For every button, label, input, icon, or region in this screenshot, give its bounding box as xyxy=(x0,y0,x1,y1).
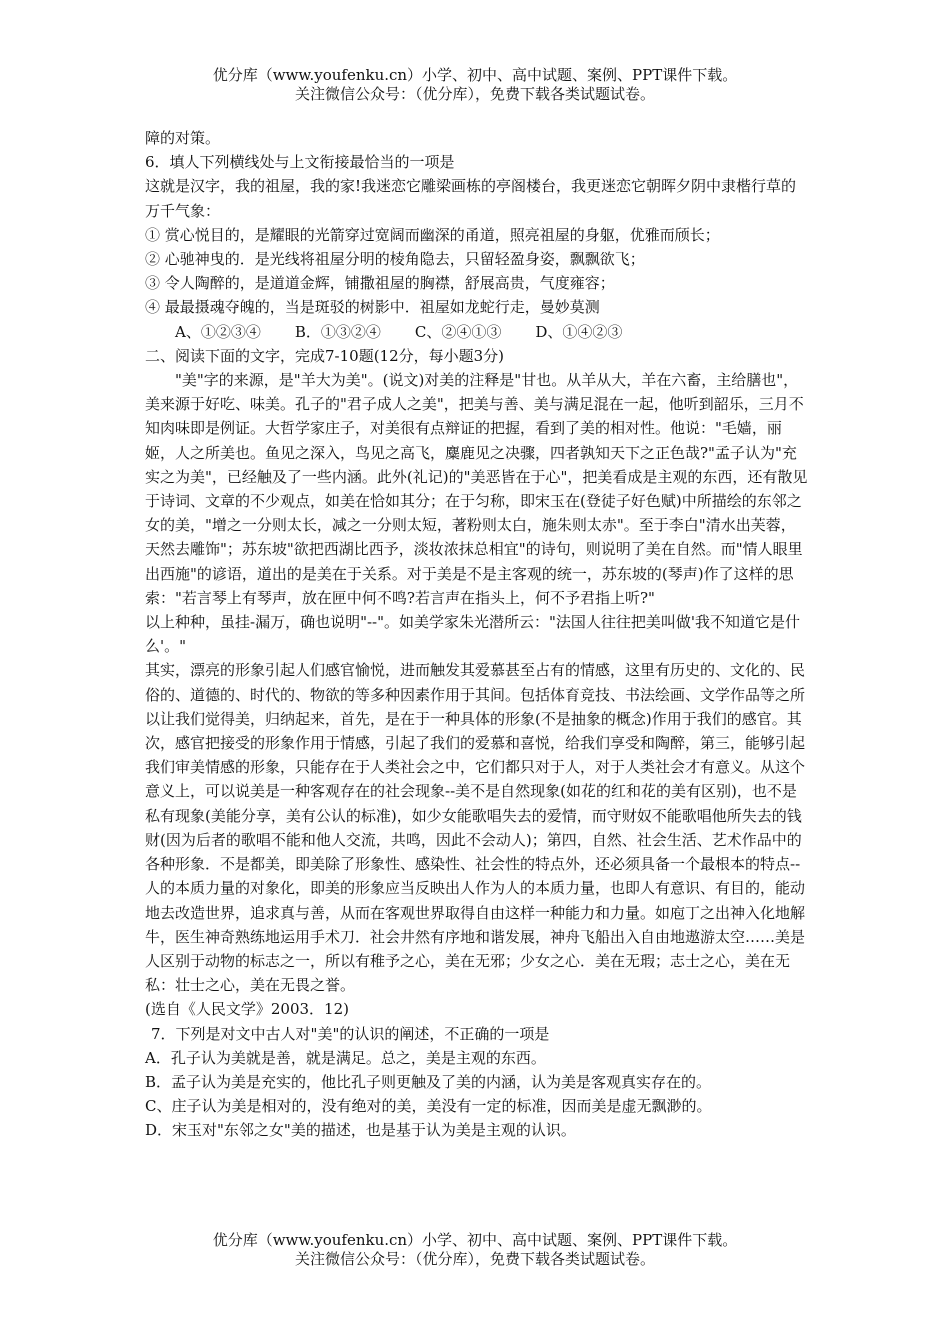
question-6-item: ① 赏心悦目的，是耀眼的光箭穿过宽阔而幽深的甬道，照亮祖屋的身躯，优雅而颀长； xyxy=(145,225,720,244)
footer-line-1: 优分库（www.youfenku.cn）小学、初中、高中试题、案例、PPT课件下载。 xyxy=(212,1231,738,1249)
question-7-stem: 7．下列是对文中古人对"美"的认识的阐述，不正确的一项是 xyxy=(151,1024,550,1043)
question-6-stem: 6．填人下列横线处与上文衔接最恰当的一项是 xyxy=(145,153,455,172)
reading-paragraph-2: 以上种种，虽挂-漏万，确也说明"--"。如美学家朱光潜所云："法国人往往把美叫做'我不知道它是什么'。" xyxy=(145,613,801,656)
question-6-item: ③ 令人陶醉的，是道道金辉，铺撒祖屋的胸襟，舒展高贵，气度雍容； xyxy=(145,274,615,293)
option-d: D、①④②③ xyxy=(535,322,623,341)
option-b: B．①③②④ xyxy=(294,322,381,341)
question-6-item: ② 心驰神曳的．是光线将祖屋分明的棱角隐去，只留轻盈身姿，飘飘欲飞； xyxy=(145,250,645,269)
option-a: A、①②③④ xyxy=(175,322,261,341)
footer-line-2: 关注微信公众号：（优分库），免费下载各类试题试卷。 xyxy=(294,1250,655,1268)
section-2-title: 二、阅读下面的文字，完成7-10题(12分，每小题3分) xyxy=(145,346,505,365)
reading-source: (选自《人民文学》2003．12) xyxy=(145,1000,349,1019)
question-7-option-c: C、庄子认为美是相对的，没有绝对的美，美没有一定的标准，因而美是虚无飘渺的。 xyxy=(145,1097,712,1116)
reading-paragraph-1: "美"字的来源，是"羊大为美"。(说文)对美的注释是"甘也。从羊从大，羊在六畜，主给膳也"，美来源于好吃、味美。孔子的"君子成人之美"，把美与善、美与满足混在一起，他听到韶乐，三月不知肉味即是例证。大哲学家庄子，对美很有点辩证的把握，看到了美的相对性。他说："毛嫱，丽姬，人之所美也。鱼见之深入，鸟见之高飞，麋鹿见之决骤，四者孰知天下之正色哉?"孟子认为"充实之为美"，已经触及了一些内涵。此外(礼记)的"美恶皆在于心"，把美看成是主观的东西，还有散见于诗词、文章的不少观点，如美在恰如其分；在于匀称，即宋玉在(登徒子好色赋)中所描绘的东邻之女的美，"增之一分则太长，减之一分则太短，著粉则太白，施朱则太赤"。至于李白"清水出芙蓉，天然去雕饰"；苏东坡"欲把西湖比西予，淡妆浓抹总相宜"的诗句，则说明了美在自然。而"情人眼里出西施"的谚语，道出的是美在于关系。对于美是不是主客观的统一，苏东坡的(琴声)作了这样的思索："若言琴上有琴声，放在匣中何不鸣?若言声在指头上，何不予君指上听?" xyxy=(145,371,808,607)
page-header xyxy=(0,66,950,104)
question-6-passage: 这就是汉字，我的祖屋，我的家!我迷恋它雕梁画栋的亭阁楼台，我更迷恋它朝晖夕阴中隶楷行草的万千气象： xyxy=(145,177,797,220)
question-7-option-a: A．孔子认为美就是善，就是满足。总之，美是主观的东西。 xyxy=(145,1048,546,1067)
question-6-item: ④ 最最摄魂夺魄的，当是斑驳的树影中．祖屋如龙蛇行走，曼妙莫测 xyxy=(145,298,600,317)
question-6-options xyxy=(145,320,810,344)
question-7-option-b: B．孟子认为美是充实的，他比孔子则更触及了美的内涵，认为美是客观真实存在的。 xyxy=(145,1072,712,1091)
question-7-option-d: D．宋玉对"东邻之女"美的描述，也是基于认为美是主观的认识。 xyxy=(145,1121,576,1140)
header-line-2: 关注微信公众号：（优分库），免费下载各类试题试卷。 xyxy=(294,85,655,103)
continuation-line: 障的对策。 xyxy=(145,129,221,147)
option-c: C、②④①③ xyxy=(414,322,502,341)
document-body xyxy=(145,126,810,1143)
reading-paragraph-3: 其实，漂亮的形象引起人们感官愉悦，进而触发其爱慕甚至占有的情感，这里有历史的、文化的、民俗的、道德的、时代的、物欲的等多种因素作用于其间。包括体育竞技、书法绘画、文学作品等之所以让我们觉得美，归纳起来，首先，是在于一种具体的形象(不是抽象的概念)作用于我们的感官。其次，感官把接受的形象作用于情感，引起了我们的爱慕和喜悦，给我们享受和陶醉，第三，能够引起我们审美情感的形象，只能存在于人类社会之中，它们都只对于人，对于人类社会才有意义。从这个意义上，可以说美是一种客观存在的社会现象--美不是自然现象(如花的红和花的美有区别)，也不是私有现象(美能分享，美有公认的标准)，如少女能歌唱失去的爱情，而守财奴不能歌唱他所失去的钱财(因为后者的歌唱不能和他人交流，共鸣，因此不会动人)；第四，自然、社会生活、艺术作品中的各种形象．不是都美，即美除了形象性、感染性、社会性的特点外，还必须具备一个最根本的特点--人的本质力量的对象化，即美的形象应当反映出人作为人的本质力量，也即人有意识、有目的，能动地去改造世界，追求真与善，从而在客观世界取得自由这样一种能力和力量。如庖丁之出神入化地解牛，医生神奇熟练地运用手术刀．社会井然有序地和谐发展，神舟飞船出入自由地遨游太空……美是人区别于动物的标志之一，所以有稚予之心，美在无邪；少女之心．美在无瑕；志士之心，美在无私：壮士之心，美在无畏之誉。 xyxy=(145,661,806,995)
header-line-1: 优分库（www.youfenku.cn）小学、初中、高中试题、案例、PPT课件下载。 xyxy=(212,66,738,84)
page-footer xyxy=(0,1231,950,1269)
